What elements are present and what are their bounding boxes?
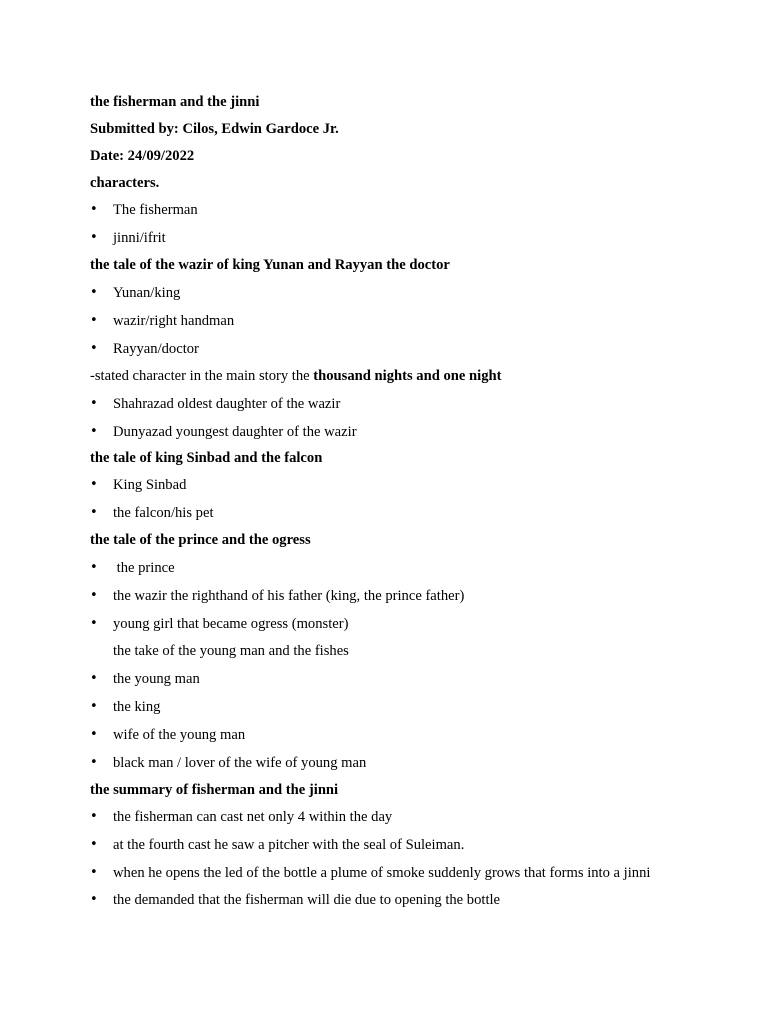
stated-line: -stated character in the main story the thousand nights and one night [90,368,502,384]
document-page: the fisherman and the jinni Submitted by: Cilos, Edwin Gardoce Jr. Date: 24/09/2022 characters. The fisherman jinni/ifrit the tale of the wazir of king Yunan and Rayyan the doctor Yunan/king wazir/right handman Rayyan/doctor -stated character in the main story the thousand nights and one night Shahrazad oldest daughter of the wazir Dunyazad youngest daughter of the wazir the tale of king Sinbad and the falcon King Sinbad the falcon/his pet the tale of the prince and the ogress the prince the wazir the righthand of his father (king, the prince father) young girl that became ogress (monster) the take of the young man and the fishes the young man the king wife of the young man black man / lover of the wife of young man the summary of fisherman and the jinni the fisherman can cast net only 4 within the day at the fourth cast he saw a pitcher with the seal of Suleiman. when he opens the led of the bottle a plume of smoke suddenly grows that forms into a jinni the demanded that the fisherman will die due to opening the bottle [90,94,651,908]
characters-heading: characters. [90,175,160,191]
submitted-by: Submitted by: Cilos, Edwin Gardoce Jr. [90,121,339,137]
section-heading-young-man: the take of the young man and the fishes [113,643,349,659]
section-heading-prince: the tale of the prince and the ogress [90,532,311,548]
section-heading-sinbad: the tale of king Sinbad and the falcon [90,450,323,466]
document-date: Date: 24/09/2022 [90,148,195,164]
document-title: the fisherman and the jinni [90,94,260,110]
section-heading-wazir: the tale of the wazir of king Yunan and Rayyan the doctor [90,257,450,273]
section-heading-summary: the summary of fisherman and the jinni [90,782,339,798]
